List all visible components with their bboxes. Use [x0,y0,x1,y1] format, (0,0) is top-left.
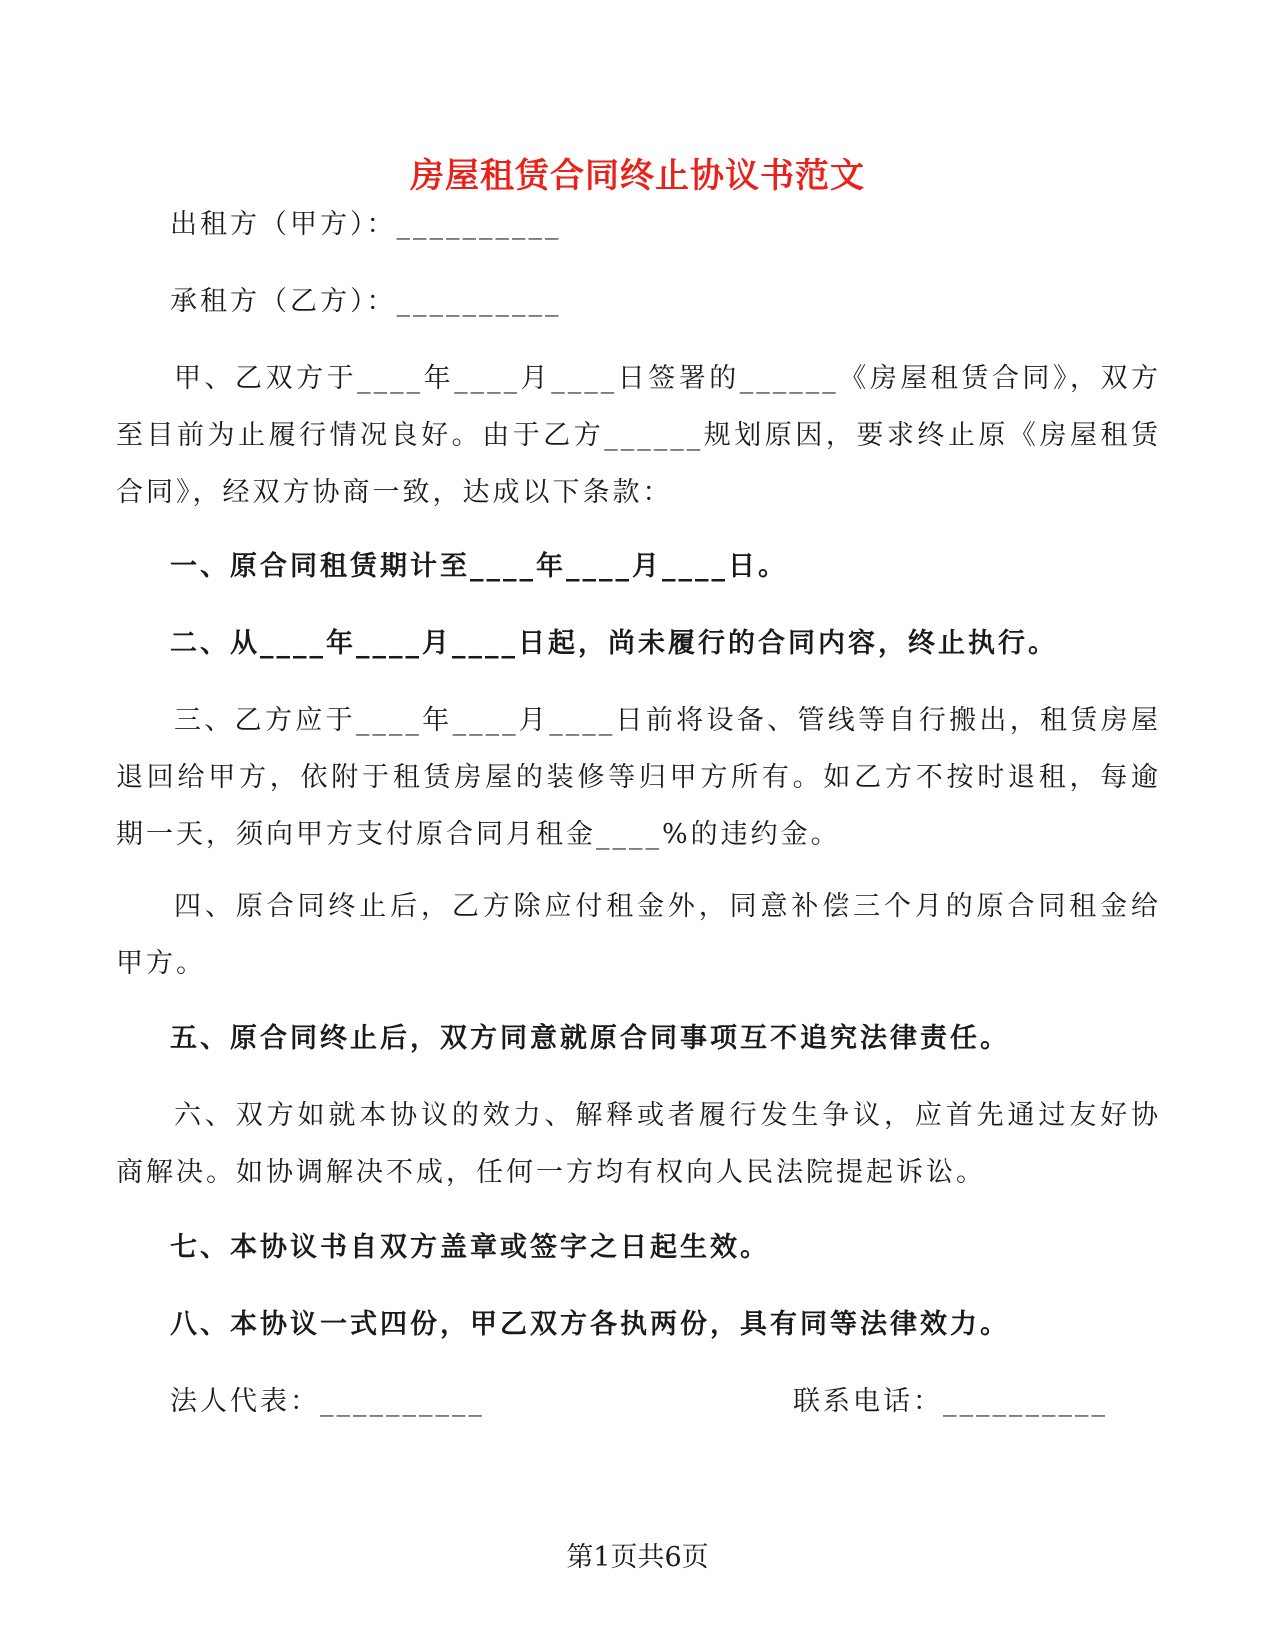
clause-7: 七、本协议书自双方盖章或签字之日起生效。 [170,1232,770,1263]
clause-5: 五、原合同终止后，双方同意就原合同事项互不追究法律责任。 [170,1023,1010,1054]
clause-8: 八、本协议一式四份，甲乙双方各执两份，具有同等法律效力。 [170,1309,1010,1340]
contact-phone-line: 联系电话：__________ [793,1386,1108,1417]
legal-representative-line: 法人代表：__________ [170,1386,485,1417]
clause-1: 一、原合同租赁期计至____年____月____日。 [170,551,788,582]
document-title: 房屋租赁合同终止协议书范文 [410,156,865,196]
clause-3: 三、乙方应于____年____月____日前将设备、管线等自行搬出，租赁房屋退回给甲方，依附于租赁房屋的装修等归甲方所有。如乙方不按时退租，每逾期一天，须向甲方支付原合同月租金____%的违约金。 [116,705,1161,850]
lessor-line: 出租方（甲方）：__________ [170,209,562,240]
page-number-footer: 第1页共6页 [566,1542,709,1573]
intro-paragraph: 甲、乙双方于____年____月____日签署的______《房屋租赁合同》，双方至目前为止履行情况良好。由于乙方______规划原因，要求终止原《房屋租赁合同》，经双方协商一致，达成以下条款： [116,363,1161,508]
clause-4: 四、原合同终止后，乙方除应付租金外，同意补偿三个月的原合同租金给甲方。 [116,891,1161,979]
clause-2: 二、从____年____月____日起，尚未履行的合同内容，终止执行。 [170,628,1058,659]
lessee-line: 承租方（乙方）：__________ [170,286,562,317]
clause-6: 六、双方如就本协议的效力、解释或者履行发生争议，应首先通过友好协商解决。如协调解决不成，任何一方均有权向人民法院提起诉讼。 [116,1100,1161,1188]
